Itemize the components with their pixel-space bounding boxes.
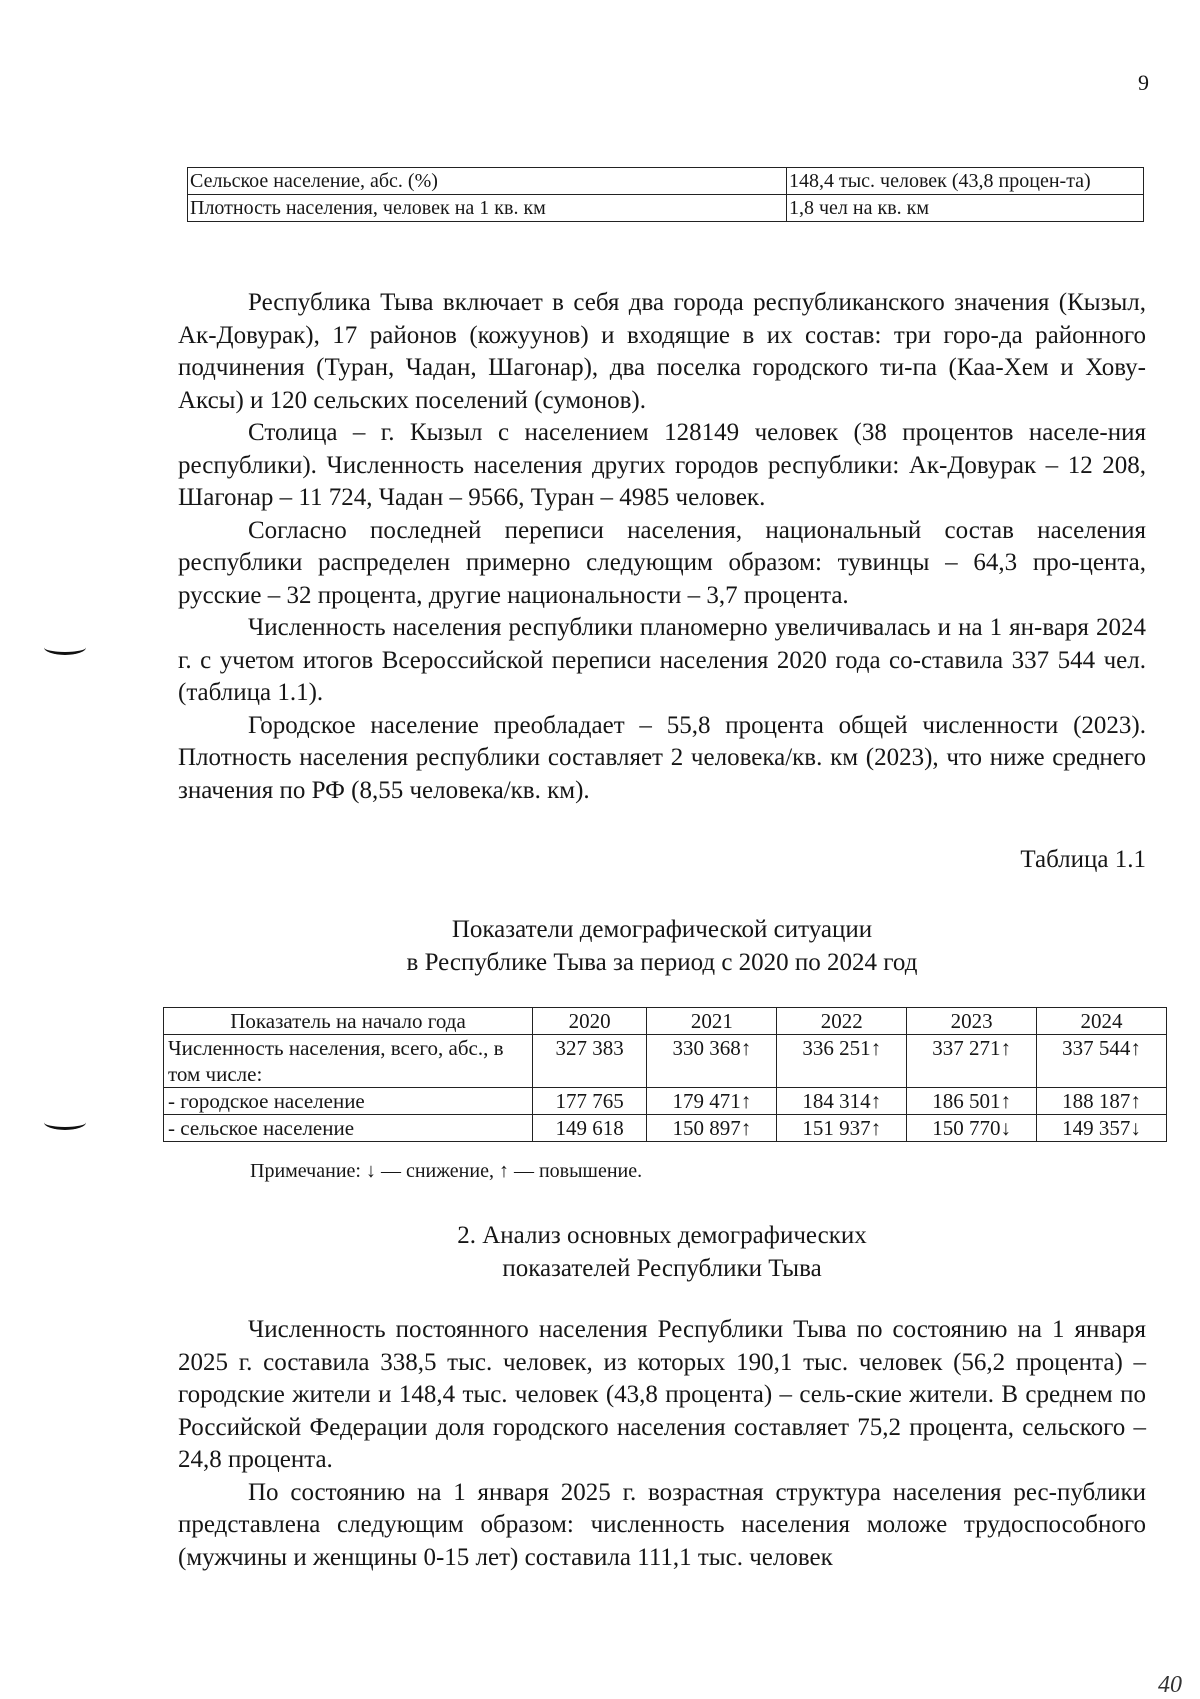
table-cell: 151 937↑ <box>777 1115 907 1142</box>
column-header: 2022 <box>777 1008 907 1035</box>
row-label: Численность населения, всего, абс., в том числе: <box>164 1035 533 1088</box>
table-cell: 150 770↓ <box>907 1115 1037 1142</box>
table-label: Таблица 1.1 <box>1020 846 1146 873</box>
table-caption <box>178 913 1146 979</box>
body-text <box>178 287 1146 807</box>
column-header: 2021 <box>647 1008 777 1035</box>
table-cell: 179 471↑ <box>647 1088 777 1115</box>
table-cell: 337 544↑ <box>1037 1035 1167 1088</box>
table-note: Примечание: ↓ — снижение, ↑ — повышение. <box>250 1160 643 1182</box>
table-header-row <box>164 1008 1167 1035</box>
margin-mark <box>44 1115 86 1130</box>
table-cell: 330 368↑ <box>647 1035 777 1088</box>
paragraph: Городское население преобладает – 55,8 процента общей численности (2023). Плотность населения республики составляет 2 человека/кв. км (2023), что ниже среднего значения по РФ (8,55 человека/кв. км). <box>178 711 1146 804</box>
table-cell: 148,4 тыс. человек (43,8 процен-та) <box>787 168 1144 195</box>
table-cell: 149 357↓ <box>1037 1115 1167 1142</box>
demographics-table <box>163 1007 1167 1142</box>
body-text-2 <box>178 1314 1146 1574</box>
table-cell: Плотность населения, человек на 1 кв. км <box>188 195 787 222</box>
paragraph: Столица – г. Кызыл с населением 128149 человек (38 процентов населе-ния республики). Численность населения других городов республики: Ак-Довурак – 12 208, Шагонар – 11 724, Чадан – 9566, Туран – 4985 человек. <box>178 419 1146 511</box>
paragraph: По состоянию на 1 января 2025 г. возрастная структура населения рес-публики представлена следующим образом: численность населения моложе трудоспособного (мужчины и женщины 0-15 лет) составила 111,1 тыс. человек <box>178 1478 1146 1571</box>
table-cell: 177 765 <box>533 1088 647 1115</box>
paragraph: Численность населения республики планомерно увеличивалась и на 1 ян-варя 2024 г. с учетом итогов Всероссийской переписи населения 2020 года со-ставила 337 544 чел. (таблица 1.1). <box>178 614 1146 706</box>
table-row <box>164 1088 1167 1115</box>
table-cell: 188 187↑ <box>1037 1088 1167 1115</box>
row-label: - сельское население <box>164 1115 533 1142</box>
table-row <box>164 1035 1167 1088</box>
table-cell: 337 271↑ <box>907 1035 1037 1088</box>
heading-line: 2. Анализ основных демографических <box>457 1222 867 1249</box>
column-header: 2020 <box>533 1008 647 1035</box>
page-number: 9 <box>1138 70 1149 95</box>
table-cell: 184 314↑ <box>777 1088 907 1115</box>
paragraph: Республика Тыва включает в себя два города республиканского значения (Кызыл, Ак-Довурак), 17 районов (кожуунов) и входящие в их состав: три горо-да районного подчинения (Туран, Чадан, Шагонар), два поселка городского ти-па (Каа-Хем и Хову-Аксы) и 120 сельских поселений (сумонов). <box>178 289 1146 414</box>
row-label: - городское население <box>164 1088 533 1115</box>
summary-table <box>187 167 1144 222</box>
paragraph: Согласно последней переписи населения, национальный состав населения республики распределен примерно следующим образом: тувинцы – 64,3 про-цента, русские – 32 процента, другие национальности – 3,7 процента. <box>178 516 1146 609</box>
column-header: Показатель на начало года <box>164 1008 533 1035</box>
heading-line: показателей Республики Тыва <box>502 1255 822 1282</box>
caption-line: в Республике Тыва за период с 2020 по 2024 год <box>406 949 918 976</box>
table-cell: 1,8 чел на кв. км <box>787 195 1144 222</box>
table-row <box>188 195 1144 222</box>
table-cell: 327 383 <box>533 1035 647 1088</box>
column-header: 2023 <box>907 1008 1037 1035</box>
corner-mark: 40 <box>1158 1672 1182 1698</box>
table-cell: Сельское население, абс. (%) <box>188 168 787 195</box>
caption-line: Показатели демографической ситуации <box>451 916 873 943</box>
table-row <box>164 1115 1167 1142</box>
column-header: 2024 <box>1037 1008 1167 1035</box>
table-cell: 186 501↑ <box>907 1088 1037 1115</box>
paragraph: Численность постоянного населения Республики Тыва по состоянию на 1 января 2025 г. составила 338,5 тыс. человек, из которых 190,1 тыс. человек (56,2 процента) – городские жители и 148,4 тыс. человек (43,8 процента) – сель-ские жители. В среднем по Российской Федерации доля городского населения составляет 75,2 процента, сельского – 24,8 процента. <box>178 1316 1146 1473</box>
table-cell: 336 251↑ <box>777 1035 907 1088</box>
table-row <box>188 168 1144 195</box>
section-heading <box>178 1219 1146 1285</box>
table-cell: 149 618 <box>533 1115 647 1142</box>
margin-mark <box>44 640 86 655</box>
table-cell: 150 897↑ <box>647 1115 777 1142</box>
